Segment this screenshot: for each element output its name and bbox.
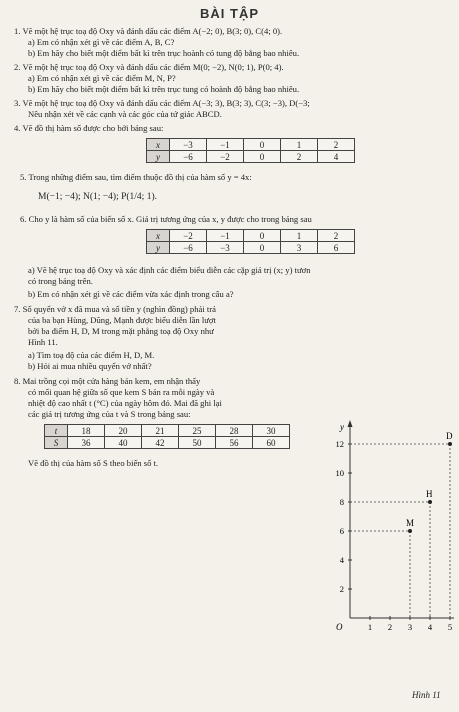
table-cell: t — [45, 425, 68, 437]
table-row — [147, 139, 355, 151]
table-cell: 18 — [68, 425, 105, 437]
x-tick-label: 4 — [427, 622, 433, 632]
exercise-1b: b) Em hãy cho biết một điểm bất kì trên trục hoành có tung độ bằng bao nhiêu. — [28, 48, 300, 58]
y-tick-label: 6 — [339, 526, 344, 536]
exercise-7b: b) Hỏi ai mua nhiều quyển vở nhất? — [28, 361, 152, 371]
table-cell: −3 — [170, 139, 207, 151]
exercise-7-line2: của ba bạn Hùng, Dũng, Mạnh được biểu diễn lần lượt — [28, 315, 216, 325]
table-cell: 2 — [318, 139, 355, 151]
exercise-3-note: Nêu nhận xét về các cạnh và các góc của tứ giác ABCD. — [28, 109, 222, 119]
table-row — [147, 230, 355, 242]
exercise-2: 2. Vẽ một hệ trục toạ độ Oxy và đánh dấu các điểm M(0; −2), N(0; 1), P(0; 4). — [14, 62, 284, 72]
table-cell: 6 — [318, 242, 355, 254]
table-cell: −2 — [170, 230, 207, 242]
table-cell: 1 — [281, 139, 318, 151]
table-cell: 0 — [244, 242, 281, 254]
table-cell: 28 — [216, 425, 253, 437]
table-cell: 30 — [253, 425, 290, 437]
page-title: BÀI TẬP — [200, 6, 259, 21]
exercise-8-task: Vẽ đồ thị của hàm số S theo biến số t. — [28, 458, 159, 468]
point-D — [448, 442, 452, 446]
table-cell: 25 — [179, 425, 216, 437]
table-cell: 0 — [244, 139, 281, 151]
table-cell: −6 — [170, 242, 207, 254]
table-cell: y — [147, 151, 170, 163]
y-axis-label: y — [340, 422, 344, 432]
point-label: H — [426, 489, 433, 499]
table-cell: 1 — [281, 230, 318, 242]
table-cell: −2 — [207, 151, 244, 163]
exercise-7: 7. Số quyển vở x đã mua và số tiền y (nghìn đồng) phải trả — [14, 304, 216, 314]
table-cell: 40 — [105, 437, 142, 449]
table-cell: −6 — [170, 151, 207, 163]
table-cell: 3 — [281, 242, 318, 254]
exercise-8-line3: nhiệt độ cao nhất t (°C) của ngày hôm đó. Mai đã ghi lại — [28, 398, 222, 408]
table-cell: 4 — [318, 151, 355, 163]
table-cell: 20 — [105, 425, 142, 437]
table-row — [147, 151, 355, 163]
table-cell: x — [147, 139, 170, 151]
exercise-8-line4: các giá trị tương ứng của t và S trong bảng sau: — [28, 409, 191, 419]
x-tick-label: 1 — [367, 622, 373, 632]
table-cell: 42 — [142, 437, 179, 449]
exercise-5: 5. Trong những điểm sau, tìm điểm thuộc đồ thị của hàm số y = 4x: — [20, 172, 252, 182]
y-tick-label: 10 — [335, 468, 344, 478]
y-tick-label: 4 — [339, 555, 344, 565]
table-cell: 36 — [68, 437, 105, 449]
exercise-7-line4: Hình 11. — [28, 337, 58, 347]
exercise-4: 4. Vẽ đồ thị hàm số được cho bởi bảng sau: — [14, 123, 164, 133]
x-tick-label: 2 — [387, 622, 393, 632]
table-cell: 21 — [142, 425, 179, 437]
exercise-2a: a) Em có nhận xét gì về các điểm M, N, P? — [28, 73, 176, 83]
point-M — [408, 529, 412, 533]
table-cell: 2 — [281, 151, 318, 163]
table-cell: −1 — [207, 230, 244, 242]
table-cell: 0 — [244, 230, 281, 242]
x-tick-label: 5 — [447, 622, 453, 632]
exercise-7a: a) Tìm toạ độ của các điểm H, D, M. — [28, 350, 155, 360]
table-cell: S — [45, 437, 68, 449]
table-row — [45, 425, 290, 437]
y-tick-label: 8 — [339, 497, 344, 507]
table-cell: 2 — [318, 230, 355, 242]
y-tick-label: 12 — [335, 439, 344, 449]
exercise-2b: b) Em hãy cho biết một điểm bất kì trên trục tung có hoành độ bằng bao nhiêu. — [28, 84, 300, 94]
exercise-1: 1. Vẽ một hệ trục toạ độ Oxy và đánh dấu các điểm A(−2; 0), B(3; 0), C(4; 0). — [14, 26, 283, 36]
exercise-8-line2: có mối quan hệ giữa số que kem S bán ra mỗi ngày và — [28, 387, 215, 397]
figure-11-graph — [320, 418, 458, 636]
table-row — [45, 437, 290, 449]
table-exercise-8 — [44, 424, 290, 449]
x-tick-label: 3 — [407, 622, 413, 632]
exercise-6: 6. Cho y là hàm số của biến số x. Giá trị tương ứng của x, y được cho trong bảng sau — [20, 214, 312, 224]
point-label: D — [446, 431, 453, 441]
exercise-6a: a) Vẽ hệ trục toạ độ Oxy và xác định các điểm biểu diễn các cặp giá trị (x; y) tươn — [28, 265, 311, 275]
exercise-6a-cont: có trong bảng trên. — [28, 276, 93, 286]
table-cell: 50 — [179, 437, 216, 449]
y-axis-arrow — [348, 420, 353, 427]
origin-label: O — [336, 622, 343, 632]
table-exercise-4 — [146, 138, 355, 163]
table-exercise-6 — [146, 229, 355, 254]
table-cell: 60 — [253, 437, 290, 449]
table-cell: 56 — [216, 437, 253, 449]
exercise-1a: a) Em có nhận xét gì về các điểm A, B, C? — [28, 37, 175, 47]
figure-caption: Hình 11 — [412, 690, 441, 700]
table-cell: −1 — [207, 139, 244, 151]
exercise-3: 3. Vẽ một hệ trục toạ độ Oxy và đánh dấu các điểm A(−3; 3), B(3; 3), C(3; −3), D(−3; — [14, 98, 310, 108]
table-cell: −3 — [207, 242, 244, 254]
table-cell: x — [147, 230, 170, 242]
table-cell: 0 — [244, 151, 281, 163]
point-H — [428, 500, 432, 504]
exercise-6b: b) Em có nhận xét gì về các điểm vừa xác định trong câu a? — [28, 289, 234, 299]
exercise-7-line3: bởi ba điểm H, D, M trong mặt phẳng toạ độ Oxy như — [28, 326, 214, 336]
y-tick-label: 2 — [339, 584, 344, 594]
exercise-5-points: M(−1; −4); N(1; −4); P(1/4; 1). — [38, 192, 157, 202]
exercise-8: 8. Mai trồng cọi một cửa hàng bán kem, em nhận thấy — [14, 376, 201, 386]
table-cell: y — [147, 242, 170, 254]
table-row — [147, 242, 355, 254]
point-label: M — [406, 518, 415, 528]
